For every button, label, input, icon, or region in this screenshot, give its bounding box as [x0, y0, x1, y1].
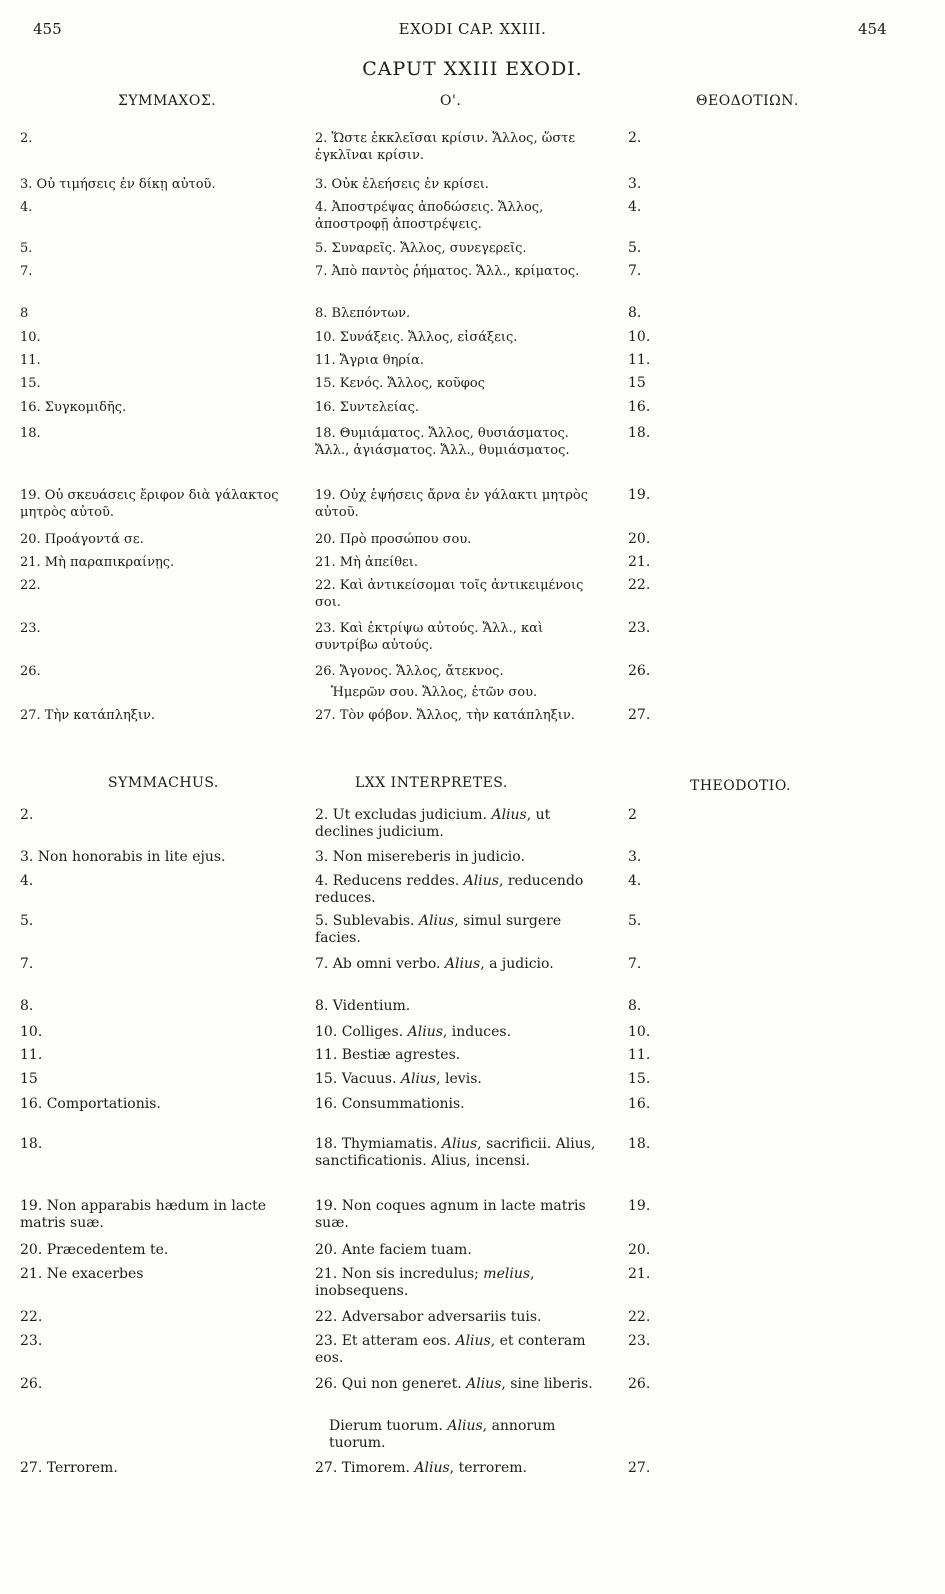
- lxx-cell: 20. Πρὸ προσώπου σου.: [315, 532, 472, 547]
- symmachus-cell: 5.: [20, 913, 34, 929]
- symmachus-cell: 27. Τὴν κατάπληξιν.: [20, 708, 156, 723]
- lxx-cell: 7. Ἀπὸ παντὸς ῥήματος. Ἄλλ., κρίματος.: [315, 264, 580, 279]
- lxx-cell: 11. Ἄγρια θηρία.: [315, 353, 425, 368]
- lxx-cell: 11. Bestiæ agrestes.: [315, 1047, 461, 1063]
- lxx-cell: 23. Καὶ ἐκτρίψω αὐτούς. Ἄλλ., καὶ συντρίβω αὐτούς.: [315, 621, 544, 653]
- symmachus-cell: 4.: [20, 873, 34, 889]
- symmachus-cell: 15: [20, 1071, 38, 1087]
- lxx-cell: 23. Et atteram eos. Alius, et conteram eos.: [315, 1333, 586, 1366]
- lxx-cell: 26. Qui non generet. Alius, sine liberis.: [315, 1376, 593, 1392]
- lxx-cell: 22. Adversabor adversariis tuis.: [315, 1309, 542, 1325]
- theodotion-cell: 18.: [628, 425, 651, 441]
- lxx-cell: 15. Κενός. Ἄλλος, κοῦφος: [315, 376, 485, 391]
- theodotion-cell: 11.: [628, 1047, 651, 1063]
- latin-col3-header: THEODOTIO.: [690, 778, 791, 794]
- symmachus-cell: 11.: [20, 1047, 43, 1063]
- lxx-cell: 5. Συναρεῖς. Ἄλλος, συνεγερεῖς.: [315, 241, 527, 256]
- symmachus-cell: 7.: [20, 264, 33, 279]
- theodotion-cell: 23.: [628, 620, 651, 636]
- lxx-cell: 16. Συντελείας.: [315, 400, 419, 415]
- lxx-cell: 20. Ante faciem tuam.: [315, 1242, 472, 1258]
- symmachus-cell: 23.: [20, 621, 41, 636]
- symmachus-cell: 16. Comportationis.: [20, 1096, 161, 1112]
- theodotion-cell: 19.: [628, 487, 651, 503]
- lxx-cell: 21. Non sis incredulus; melius, inobsequens.: [315, 1266, 535, 1299]
- symmachus-cell: 23.: [20, 1333, 43, 1349]
- theodotion-cell: 8.: [628, 998, 642, 1014]
- lxx-cell: 19. Non coques agnum in lacte matris suæ.: [315, 1198, 586, 1231]
- symmachus-cell: 8: [20, 306, 29, 321]
- lxx-cell: 3. Οὐκ ἐλεήσεις ἐν κρίσει.: [315, 177, 489, 192]
- theodotion-cell: 27.: [628, 1460, 651, 1476]
- symmachus-cell: 22.: [20, 1309, 43, 1325]
- symmachus-cell: 26.: [20, 664, 41, 679]
- latin-col2-header: LXX INTERPRETES.: [355, 775, 508, 791]
- greek-col3-header: ΘΕΟΔΟΤΙΩΝ.: [696, 93, 799, 109]
- lxx-cell: 2. Ut excludas judicium. Alius, ut declines judicium.: [315, 807, 551, 840]
- lxx-cell: 18. Θυμιάματος. Ἄλλος, θυσιάσματος. Ἄλλ., ἁγιάσματος. Ἄλλ., θυμιάσματος.: [315, 426, 570, 458]
- symmachus-cell: 3. Non honorabis in lite ejus.: [20, 849, 226, 865]
- theodotion-cell: 15.: [628, 1071, 651, 1087]
- symmachus-cell: 2.: [20, 131, 33, 146]
- theodotion-cell: 19.: [628, 1198, 651, 1214]
- theodotion-cell: 27.: [628, 707, 651, 723]
- theodotion-cell: 16.: [628, 399, 651, 415]
- lxx-cell: 10. Συνάξεις. Ἄλλος, εἰσάξεις.: [315, 330, 518, 345]
- theodotion-cell: 2.: [628, 130, 642, 146]
- theodotion-cell: 21.: [628, 554, 651, 570]
- latin-col1-header: SYMMACHUS.: [108, 775, 219, 791]
- theodotion-cell: 26.: [628, 1376, 651, 1392]
- theodotion-cell: 5.: [628, 913, 642, 929]
- symmachus-cell: 10.: [20, 330, 41, 345]
- theodotion-cell: 15: [628, 375, 646, 391]
- chapter-title: CAPUT XXIII EXODI.: [362, 58, 583, 80]
- page-number-left: 455: [33, 20, 62, 38]
- lxx-cell: 4. Reducens reddes. Alius, reducendo reduces.: [315, 873, 584, 906]
- lxx-cell: 8. Βλεπόντων.: [315, 306, 411, 321]
- greek-col1-header: ΣΥΜΜΑΧΟΣ.: [118, 93, 217, 109]
- theodotion-cell: 4.: [628, 873, 642, 889]
- theodotion-cell: 4.: [628, 199, 642, 215]
- symmachus-cell: 21. Μὴ παραπικραίνῃς.: [20, 555, 175, 570]
- page-number-right: 454: [858, 20, 887, 38]
- symmachus-cell: 19. Οὐ σκευάσεις ἔριφον διὰ γάλακτος μητρὸς αὐτοῦ.: [20, 488, 279, 520]
- symmachus-cell: 4.: [20, 200, 33, 215]
- symmachus-cell: 7.: [20, 956, 34, 972]
- running-title: EXODI CAP. XXIII.: [398, 20, 547, 38]
- symmachus-cell: 21. Ne exacerbes: [20, 1266, 144, 1282]
- symmachus-cell: 20. Προάγοντά σε.: [20, 532, 144, 547]
- theodotion-cell: 23.: [628, 1333, 651, 1349]
- theodotion-cell: 3.: [628, 849, 642, 865]
- lxx-cell: 26. Ἄγονος. Ἄλλος, ἄτεκνος.: [315, 664, 504, 679]
- lxx-cell: 15. Vacuus. Alius, levis.: [315, 1071, 482, 1087]
- symmachus-cell: 16. Συγκομιδῆς.: [20, 400, 127, 415]
- theodotion-cell: 18.: [628, 1136, 651, 1152]
- theodotion-cell: 26.: [628, 663, 651, 679]
- symmachus-cell: 2.: [20, 807, 34, 823]
- theodotion-cell: 2: [628, 807, 637, 823]
- lxx-cell: 22. Καὶ ἀντικείσομαι τοῖς ἀντικειμένοις σοι.: [315, 578, 584, 610]
- symmachus-cell: 15.: [20, 376, 41, 391]
- symmachus-cell: 22.: [20, 578, 41, 593]
- theodotion-cell: 10.: [628, 329, 651, 345]
- theodotion-cell: 20.: [628, 1242, 651, 1258]
- theodotion-cell: 3.: [628, 176, 642, 192]
- greek-col2-header: Ο'.: [440, 93, 462, 109]
- symmachus-cell: 3. Οὐ τιμήσεις ἐν δίκῃ αὐτοῦ.: [20, 177, 216, 192]
- lxx-cell: 2. Ὥστε ἐκκλεῖσαι κρίσιν. Ἄλλος, ὥστε ἐγκλῖναι κρίσιν.: [315, 131, 576, 163]
- lxx-cell: 8. Videntium.: [315, 998, 411, 1014]
- theodotion-cell: 16.: [628, 1096, 651, 1112]
- theodotion-cell: 10.: [628, 1024, 651, 1040]
- theodotion-cell: 11.: [628, 352, 651, 368]
- theodotion-cell: 21.: [628, 1266, 651, 1282]
- lxx-cell: 27. Τὸν φόβον. Ἄλλος, τὴν κατάπληξιν.: [315, 708, 575, 723]
- lxx-cell: 18. Thymiamatis. Alius, sacrificii. Alius, sanctificationis. Alius, incensi.: [315, 1136, 596, 1169]
- symmachus-cell: 10.: [20, 1024, 43, 1040]
- theodotion-cell: 22.: [628, 1309, 651, 1325]
- lxx-cell: 16. Consummationis.: [315, 1096, 465, 1112]
- symmachus-cell: 18.: [20, 1136, 43, 1152]
- lxx-cell: 27. Timorem. Alius, terrorem.: [315, 1460, 527, 1476]
- lxx-cell: 7. Ab omni verbo. Alius, a judicio.: [315, 956, 554, 972]
- symmachus-cell: 8.: [20, 998, 34, 1014]
- lxx-cell: 19. Οὐχ ἑψήσεις ἄρνα ἐν γάλακτι μητρὸς αὐτοῦ.: [315, 488, 588, 520]
- symmachus-cell: 19. Non apparabis hædum in lacte matris suæ.: [20, 1198, 266, 1231]
- lxx-cell: Dierum tuorum. Alius, annorum tuorum.: [329, 1418, 556, 1451]
- symmachus-cell: 5.: [20, 241, 33, 256]
- lxx-cell: 10. Colliges. Alius, induces.: [315, 1024, 512, 1040]
- symmachus-cell: 18.: [20, 426, 41, 441]
- lxx-cell: 3. Non misereberis in judicio.: [315, 849, 525, 865]
- symmachus-cell: 20. Præcedentem te.: [20, 1242, 169, 1258]
- theodotion-cell: 7.: [628, 263, 642, 279]
- theodotion-cell: 5.: [628, 240, 642, 256]
- symmachus-cell: 27. Terrorem.: [20, 1460, 118, 1476]
- symmachus-cell: 26.: [20, 1376, 43, 1392]
- lxx-cell: 5. Sublevabis. Alius, simul surgere facies.: [315, 913, 562, 946]
- theodotion-cell: 22.: [628, 577, 651, 593]
- lxx-cell: Ἡμερῶν σου. Ἄλλος, ἐτῶν σου.: [331, 685, 538, 700]
- theodotion-cell: 20.: [628, 531, 651, 547]
- theodotion-cell: 8.: [628, 305, 642, 321]
- lxx-cell: 4. Ἀποστρέψας ἀποδώσεις. Ἄλλος, ἀποστροφῇ ἀποστρέψεις.: [315, 200, 544, 232]
- symmachus-cell: 11.: [20, 353, 41, 368]
- theodotion-cell: 7.: [628, 956, 642, 972]
- lxx-cell: 21. Μὴ ἀπείθει.: [315, 555, 418, 570]
